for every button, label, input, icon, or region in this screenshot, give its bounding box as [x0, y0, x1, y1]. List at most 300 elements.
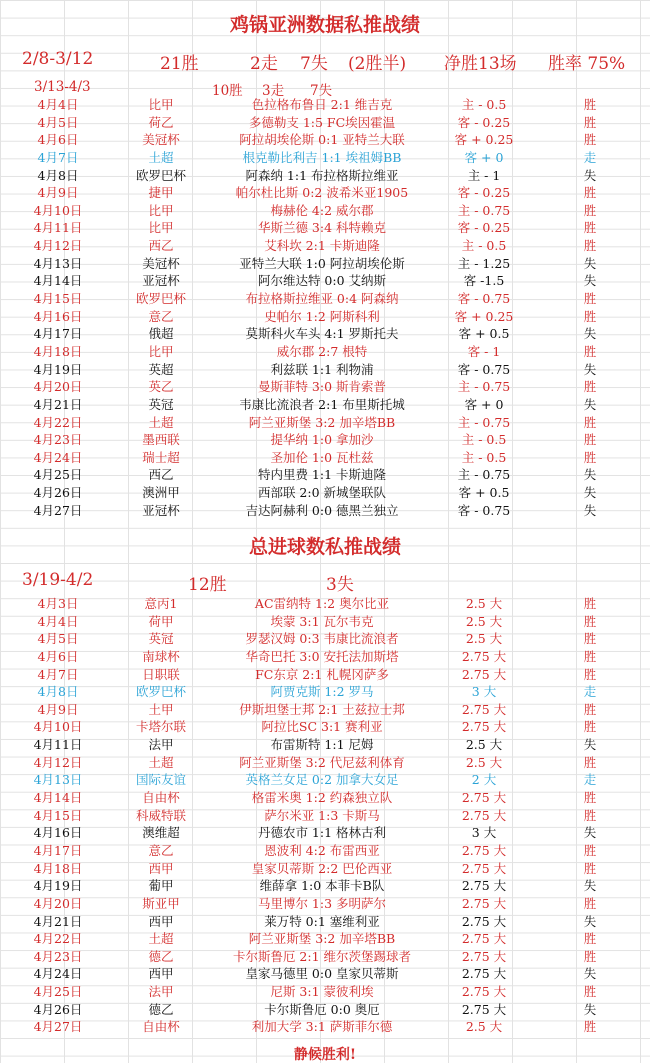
date-cell: 4月13日	[33, 255, 83, 271]
league-cell: 澳维超	[142, 825, 180, 841]
odds-cell: 2.75 大	[461, 913, 507, 929]
summary-rate: 胜率 75%	[548, 54, 626, 74]
odds-cell: 2.75 大	[461, 790, 507, 806]
date-cell: 4月24日	[33, 966, 83, 982]
league-cell: 意乙	[148, 308, 174, 324]
sub-summary-period: 3/13-4/3	[34, 79, 91, 95]
table-row	[0, 431, 650, 449]
date-cell: 4月26日	[33, 1001, 83, 1017]
odds-cell: 2.75 大	[461, 860, 507, 876]
table-row	[0, 807, 650, 825]
result-cell: 胜	[583, 132, 597, 148]
table-row	[0, 290, 650, 308]
date-cell: 4月20日	[33, 895, 83, 911]
odds-cell: 3 大	[471, 825, 497, 841]
match-cell: 史帕尔 1:2 阿斯科利	[264, 308, 380, 324]
date-cell: 4月7日	[37, 666, 79, 682]
summary-wins: 12胜	[188, 575, 227, 595]
match-cell: 阿拉比SC 3:1 赛利亚	[261, 719, 383, 735]
match-cell: 格雷米奥 1:2 约森独立队	[251, 790, 393, 806]
table-row	[0, 718, 650, 736]
odds-cell: 客 - 0.75	[457, 502, 511, 518]
table-row	[0, 414, 650, 432]
table-row	[0, 965, 650, 983]
league-cell: 意丙1	[144, 596, 178, 611]
league-cell: 亚冠杯	[142, 273, 180, 289]
league-cell: 瑞士超	[142, 449, 180, 465]
odds-cell: 客 -1.5	[463, 273, 505, 289]
league-cell: 西甲	[148, 966, 174, 982]
date-cell: 4月11日	[33, 737, 83, 753]
odds-cell: 2.5 大	[465, 631, 503, 647]
table-row	[0, 361, 650, 379]
match-cell: 曼斯菲特 3:0 斯肯索普	[257, 379, 387, 395]
date-cell: 4月18日	[33, 860, 83, 876]
table-row	[0, 484, 650, 502]
summary-net: 净胜13场	[444, 54, 517, 74]
match-cell: 阿兰亚斯堡 3:2 加辛塔BB	[248, 931, 396, 947]
date-cell: 4月16日	[33, 825, 83, 841]
date-cell: 4月9日	[37, 701, 79, 717]
league-cell: 自由杯	[142, 790, 180, 806]
match-cell: 埃蒙 3:1 瓦尔韦克	[270, 613, 374, 629]
match-cell: 色拉格布鲁日 2:1 维吉克	[251, 97, 393, 112]
table-row	[0, 771, 650, 789]
date-cell: 4月22日	[33, 931, 83, 947]
odds-cell: 主 - 0.75	[457, 202, 511, 218]
odds-cell: 主 - 0.75	[457, 414, 511, 430]
league-cell: 南球杯	[142, 648, 180, 664]
odds-cell: 2 大	[471, 772, 497, 788]
odds-cell: 主 - 0.5	[461, 449, 507, 465]
odds-cell: 客 - 0.75	[457, 291, 511, 307]
odds-cell: 主 - 0.5	[461, 97, 507, 112]
match-cell: 亚特兰大联 1:0 阿拉胡埃伦斯	[239, 255, 405, 271]
league-cell: 土超	[148, 754, 174, 770]
match-cell: 利加大学 3:1 萨斯菲尔德	[251, 1019, 393, 1035]
match-cell: 提华纳 1:0 拿加沙	[270, 432, 374, 448]
league-cell: 英超	[148, 361, 174, 377]
match-cell: AC雷纳特 1:2 奥尔比亚	[254, 596, 390, 611]
date-cell: 4月11日	[33, 220, 83, 236]
league-cell: 美冠杯	[142, 255, 180, 271]
odds-cell: 2.5 大	[465, 1019, 503, 1035]
result-cell: 失	[583, 361, 597, 377]
odds-cell: 2.75 大	[461, 931, 507, 947]
table-row	[0, 272, 650, 290]
odds-cell: 客 - 0.25	[457, 185, 511, 201]
match-cell: 韦康比流浪者 2:1 布里斯托城	[239, 396, 405, 412]
odds-cell: 主 - 1.25	[457, 255, 511, 271]
table-row	[0, 648, 650, 666]
table-row	[0, 343, 650, 361]
date-cell: 4月27日	[33, 1019, 83, 1035]
match-cell: 艾科坎 2:1 卡斯迪隆	[264, 238, 380, 254]
league-cell: 西乙	[148, 467, 174, 483]
result-cell: 失	[583, 913, 597, 929]
table-row	[0, 202, 650, 220]
result-cell: 胜	[583, 754, 597, 770]
odds-cell: 客 - 1	[467, 343, 501, 359]
date-cell: 4月27日	[33, 502, 83, 518]
match-cell: 英格兰女足 0:2 加拿大女足	[245, 772, 399, 788]
league-cell: 欧罗巴杯	[135, 167, 186, 183]
odds-cell: 2.75 大	[461, 948, 507, 964]
result-cell: 胜	[583, 648, 597, 664]
table-row	[0, 1018, 650, 1036]
match-cell: 华奇巴托 3:0 安托法加斯塔	[245, 648, 399, 664]
match-cell: 莱万特 0:1 塞维利亚	[264, 913, 380, 929]
odds-cell: 2.75 大	[461, 1001, 507, 1017]
result-cell: 走	[583, 772, 597, 788]
match-cell: 阿森纳 1:1 布拉格斯拉维亚	[245, 167, 399, 183]
league-cell: 土超	[148, 149, 174, 165]
date-cell: 4月21日	[33, 913, 83, 929]
date-cell: 4月15日	[33, 291, 83, 307]
table-row	[0, 913, 650, 931]
result-cell: 胜	[583, 308, 597, 324]
table-row	[0, 466, 650, 484]
result-cell: 胜	[583, 596, 597, 611]
league-cell: 自由杯	[142, 1019, 180, 1035]
table-row	[0, 378, 650, 396]
summary-period: 2/8-3/12	[22, 49, 94, 69]
date-cell: 4月3日	[37, 596, 79, 611]
table-row	[0, 613, 650, 631]
match-cell: 根克勒比利吉 1:1 埃祖姆BB	[242, 149, 402, 165]
odds-cell: 2.5 大	[465, 613, 503, 629]
odds-cell: 2.75 大	[461, 719, 507, 735]
match-cell: 特内里费 1:1 卡斯迪隆	[257, 467, 387, 483]
summary-period: 3/19-4/2	[22, 570, 94, 590]
match-cell: 吉达阿赫利 0:0 德黑兰独立	[245, 502, 399, 518]
date-cell: 4月10日	[33, 719, 83, 735]
odds-cell: 2.75 大	[461, 807, 507, 823]
result-cell: 胜	[583, 449, 597, 465]
league-cell: 西甲	[148, 860, 174, 876]
footer-text: 静候胜利!	[293, 1047, 357, 1063]
date-cell: 4月15日	[33, 807, 83, 823]
result-cell: 胜	[583, 790, 597, 806]
date-cell: 4月14日	[33, 273, 83, 289]
result-cell: 失	[583, 825, 597, 841]
result-cell: 胜	[583, 931, 597, 947]
league-cell: 英乙	[148, 379, 174, 395]
match-cell: 威尔郡 2:7 根特	[276, 343, 368, 359]
result-cell: 失	[583, 467, 597, 483]
date-cell: 4月20日	[33, 379, 83, 395]
result-cell: 胜	[583, 1019, 597, 1035]
league-cell: 澳洲甲	[142, 485, 180, 501]
result-cell: 胜	[583, 343, 597, 359]
table-row	[0, 860, 650, 878]
date-cell: 4月9日	[37, 185, 79, 201]
odds-cell: 客 + 0.25	[454, 132, 514, 148]
table-row	[0, 877, 650, 895]
result-cell: 失	[583, 1001, 597, 1017]
section1-summary	[0, 46, 650, 72]
match-cell: 罗瑟汉姆 0:3 韦康比流浪者	[245, 631, 399, 647]
odds-cell: 2.5 大	[465, 596, 503, 611]
match-cell: 阿拉胡埃伦斯 0:1 亚特兰大联	[239, 132, 405, 148]
table-row	[0, 149, 650, 167]
result-cell: 胜	[583, 220, 597, 236]
date-cell: 4月23日	[33, 432, 83, 448]
result-cell: 胜	[583, 238, 597, 254]
league-cell: 卡塔尔联	[135, 719, 186, 735]
match-cell: 西部联 2:0 新城堡联队	[257, 485, 387, 501]
table-row	[0, 983, 650, 1001]
league-cell: 西甲	[148, 913, 174, 929]
date-cell: 4月23日	[33, 948, 83, 964]
league-cell: 土超	[148, 414, 174, 430]
date-cell: 4月4日	[37, 97, 79, 112]
league-cell: 法甲	[148, 737, 174, 753]
result-cell: 失	[583, 273, 597, 289]
result-cell: 失	[583, 502, 597, 518]
league-cell: 日职联	[142, 666, 180, 682]
date-cell: 4月4日	[37, 613, 79, 629]
result-cell: 胜	[583, 291, 597, 307]
league-cell: 亚冠杯	[142, 502, 180, 518]
table-row	[0, 630, 650, 648]
match-cell: 帕尔杜比斯 0:2 波希米亚1905	[235, 185, 409, 201]
odds-cell: 主 - 0.5	[461, 432, 507, 448]
match-cell: 恩波利 4:2 布雷西亚	[264, 842, 380, 858]
summary-draws: 2走	[250, 54, 278, 74]
odds-cell: 3 大	[471, 684, 497, 700]
league-cell: 英冠	[148, 396, 174, 412]
match-cell: 卡尔斯鲁厄 2:1 维尔茨堡踢球者	[232, 948, 412, 964]
date-cell: 4月12日	[33, 754, 83, 770]
match-cell: 莫斯科火车头 4:1 罗斯托夫	[245, 326, 399, 342]
league-cell: 土超	[148, 931, 174, 947]
match-cell: 维薛拿 1:0 本菲卡B队	[259, 878, 385, 894]
table-row	[0, 184, 650, 202]
date-cell: 4月26日	[33, 485, 83, 501]
odds-cell: 客 + 0.5	[458, 485, 510, 501]
result-cell: 失	[583, 396, 597, 412]
league-cell: 英冠	[148, 631, 174, 647]
league-cell: 德乙	[148, 948, 174, 964]
odds-cell: 客 + 0.25	[454, 308, 514, 324]
table-row	[0, 701, 650, 719]
result-cell: 胜	[583, 114, 597, 130]
result-cell: 胜	[583, 842, 597, 858]
league-cell: 西乙	[148, 238, 174, 254]
result-cell: 胜	[583, 379, 597, 395]
table-row	[0, 449, 650, 467]
match-cell: 华斯兰德 3:4 科特赖克	[257, 220, 387, 236]
match-cell: 皇家马德里 0:0 皇家贝蒂斯	[245, 966, 399, 982]
odds-cell: 客 - 0.75	[457, 361, 511, 377]
match-cell: 马里博尔 1:3 多明萨尔	[257, 895, 387, 911]
match-cell: 布雷斯特 1:1 尼姆	[270, 737, 374, 753]
result-cell: 走	[583, 684, 597, 700]
result-cell: 失	[583, 167, 597, 183]
result-cell: 胜	[583, 202, 597, 218]
date-cell: 4月19日	[33, 361, 83, 377]
sub-summary-wins: 10胜	[212, 83, 243, 99]
result-cell: 胜	[583, 807, 597, 823]
league-cell: 比甲	[148, 202, 174, 218]
odds-cell: 2.75 大	[461, 895, 507, 911]
date-cell: 4月8日	[37, 167, 79, 183]
date-cell: 4月10日	[33, 202, 83, 218]
odds-cell: 主 - 0.75	[457, 379, 511, 395]
date-cell: 4月5日	[37, 114, 79, 130]
league-cell: 美冠杯	[142, 132, 180, 148]
odds-cell: 主 - 0.5	[461, 238, 507, 254]
table-row	[0, 895, 650, 913]
result-cell: 胜	[583, 701, 597, 717]
table-row	[0, 167, 650, 185]
league-cell: 比甲	[148, 97, 174, 112]
odds-cell: 2.75 大	[461, 666, 507, 682]
match-cell: 皇家贝蒂斯 2:2 巴伦西亚	[251, 860, 393, 876]
odds-cell: 2.75 大	[461, 966, 507, 982]
odds-cell: 客 + 0	[464, 396, 504, 412]
table-row	[0, 666, 650, 684]
league-cell: 捷甲	[148, 185, 174, 201]
section1-title: 鸡锅亚洲数据私推战绩	[229, 14, 420, 36]
table-row	[0, 237, 650, 255]
section2-summary	[0, 567, 650, 593]
odds-cell: 2.75 大	[461, 648, 507, 664]
result-cell: 失	[583, 737, 597, 753]
league-cell: 德乙	[148, 1001, 174, 1017]
odds-cell: 客 + 0	[464, 149, 504, 165]
result-cell: 失	[583, 255, 597, 271]
section2-title: 总进球数私推战绩	[248, 536, 401, 558]
league-cell: 墨西联	[142, 432, 180, 448]
odds-cell: 2.5 大	[465, 737, 503, 753]
table-row	[0, 683, 650, 701]
table-row	[0, 754, 650, 772]
table-row	[0, 948, 650, 966]
date-cell: 4月25日	[33, 984, 83, 1000]
table-row	[0, 325, 650, 343]
result-cell: 胜	[583, 860, 597, 876]
odds-cell: 2.75 大	[461, 984, 507, 1000]
date-cell: 4月24日	[33, 449, 83, 465]
sub-summary-losses: 7失	[310, 83, 333, 99]
date-cell: 4月18日	[33, 343, 83, 359]
odds-cell: 客 - 0.25	[457, 114, 511, 130]
sub-summary-draws: 3走	[262, 83, 285, 99]
table-row	[0, 396, 650, 414]
result-cell: 胜	[583, 631, 597, 647]
odds-cell: 主 - 1	[467, 167, 501, 183]
league-cell: 比甲	[148, 220, 174, 236]
league-cell: 斯亚甲	[142, 895, 180, 911]
match-cell: FC东京 2:1 札幌冈萨多	[255, 666, 389, 682]
match-cell: 丹德农市 1:1 格林古利	[257, 825, 387, 841]
result-cell: 失	[583, 878, 597, 894]
section1-sub-summary	[0, 79, 650, 97]
result-cell: 胜	[583, 185, 597, 201]
date-cell: 4月13日	[33, 772, 83, 788]
result-cell: 胜	[583, 984, 597, 1000]
date-cell: 4月16日	[33, 308, 83, 324]
table-row	[0, 219, 650, 237]
league-cell: 葡甲	[148, 878, 174, 894]
result-cell: 胜	[583, 666, 597, 682]
summary-note: (2胜半)	[348, 54, 407, 74]
match-cell: 尼斯 3:1 蒙彼利埃	[270, 984, 374, 1000]
league-cell: 土甲	[148, 701, 174, 717]
table-row	[0, 1001, 650, 1019]
odds-cell: 2.75 大	[461, 701, 507, 717]
league-cell: 比甲	[148, 343, 174, 359]
date-cell: 4月14日	[33, 790, 83, 806]
odds-cell: 2.75 大	[461, 878, 507, 894]
table-row	[0, 789, 650, 807]
odds-cell: 客 + 0.5	[458, 326, 510, 342]
date-cell: 4月22日	[33, 414, 83, 430]
table-row	[0, 114, 650, 132]
match-cell: 萨尔米亚 1:3 卡斯马	[264, 807, 380, 823]
date-cell: 4月8日	[37, 684, 79, 700]
summary-losses: 3失	[326, 575, 354, 595]
date-cell: 4月5日	[37, 631, 79, 647]
match-cell: 阿兰亚斯堡 3:2 加辛塔BB	[248, 414, 396, 430]
table-row	[0, 502, 650, 520]
match-cell: 梅赫伦 4:2 威尔郡	[270, 202, 374, 218]
match-cell: 利兹联 1:1 利物浦	[270, 361, 374, 377]
league-cell: 国际友谊	[135, 772, 186, 788]
summary-losses: 7失	[300, 54, 328, 74]
date-cell: 4月6日	[37, 648, 79, 664]
date-cell: 4月6日	[37, 132, 79, 148]
summary-wins: 21胜	[160, 54, 199, 74]
date-cell: 4月17日	[33, 842, 83, 858]
date-cell: 4月7日	[37, 149, 79, 165]
league-cell: 欧罗巴杯	[135, 684, 186, 700]
odds-cell: 主 - 0.75	[457, 467, 511, 483]
date-cell: 4月12日	[33, 238, 83, 254]
result-cell: 走	[583, 149, 597, 165]
result-cell: 失	[583, 326, 597, 342]
match-cell: 卡尔斯鲁厄 0:0 奥厄	[264, 1001, 380, 1017]
table-row	[0, 595, 650, 613]
table-row	[0, 842, 650, 860]
table-row	[0, 824, 650, 842]
league-cell: 欧罗巴杯	[135, 291, 186, 307]
result-cell: 胜	[583, 613, 597, 629]
match-cell: 多德勒支 1:5 FC埃因霍温	[248, 114, 396, 130]
odds-cell: 客 - 0.25	[457, 220, 511, 236]
result-cell: 胜	[583, 97, 597, 112]
league-cell: 法甲	[148, 984, 174, 1000]
odds-cell: 2.5 大	[465, 754, 503, 770]
date-cell: 4月21日	[33, 396, 83, 412]
result-cell: 胜	[583, 719, 597, 735]
result-cell: 失	[583, 966, 597, 982]
table-row	[0, 930, 650, 948]
league-cell: 俄超	[148, 326, 174, 342]
match-cell: 阿兰亚斯堡 3:2 代尼兹利体育	[239, 754, 405, 770]
match-cell: 圣加伦 1:0 瓦杜兹	[270, 449, 374, 465]
table-row	[0, 96, 650, 114]
match-cell: 阿贾克斯 1:2 罗马	[270, 684, 374, 700]
result-cell: 胜	[583, 948, 597, 964]
odds-cell: 2.75 大	[461, 842, 507, 858]
result-cell: 胜	[583, 895, 597, 911]
match-cell: 阿尔维达特 0:0 艾纳斯	[257, 273, 387, 289]
league-cell: 意乙	[148, 842, 174, 858]
match-cell: 布拉格斯拉维亚 0:4 阿森纳	[245, 291, 399, 307]
